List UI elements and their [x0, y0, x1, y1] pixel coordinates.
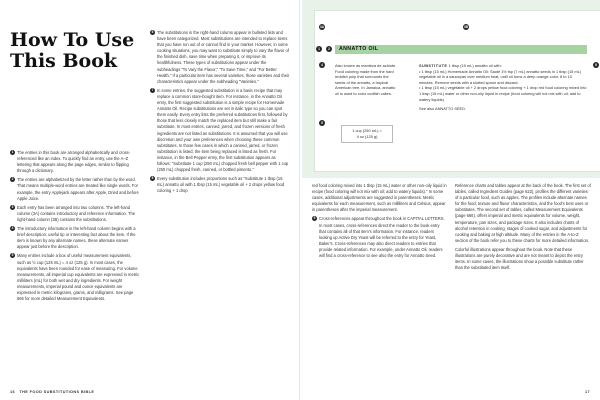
callout-4: 4 — [319, 62, 325, 68]
callout-3a: 3A — [319, 25, 325, 29]
step-number: 9 — [313, 216, 316, 221]
substitution-item: • 1 tbsp (15 mL) vegetable oil + 2 drops yellow food coloring + 1 drop red food coloring mixed into 1 tbsp (15 mL) water or other non-oily liquid in recipe (food coloring will not mix with oil; add to watery liquids) — [419, 85, 587, 102]
list-item: 3 Each entry has been arranged into two columns. The left-hand column (3A) contains introductory and reference information. The right-hand column (3B) contains the substitutions. — [11, 204, 136, 222]
left-column-1 — [10, 150, 140, 305]
sample-entry-card — [314, 10, 600, 172]
sample-entry-panel — [302, 0, 600, 178]
step-number: 4 — [11, 226, 14, 231]
substitutions: SUBSTITUTE 1 tbsp (15 mL) annatto oil with: • 1 tbsp (15 mL) Homemade Annatto Oil: Sauté 1½ tsp (7 mL) annatto seeds in 1 tbsp (15 mL) vegetable oil in a saucepan over medium heat, until oil turns a deep orange color, 8 to 10 minutes. Remove seeds with a slotted spoon and discard. • 1 tbsp (15 mL) vegetable oil + 2 drops yellow food coloring + 1 drop red food coloring mixed into 1 tbsp (15 mL) water or other non-oily liquid in recipe (food coloring will not mix with oil; add to watery liquids) See also ANNATTO SEED. — [419, 63, 587, 112]
callout-1: 1 — [316, 46, 322, 52]
step-number: 6 — [151, 30, 154, 34]
list-item: 7 In some entries, the suggested substitution is a basic recipe that may replace a common store-bought item. For instance, in the Annatto Oil entry, the first suggested substitution is a simple recipe for Homemade Annatto Oil. Recipe substitutions are set in italic type so you can spot them easily. Every entry lists the preferred substitutions first, followed by those that less closely match the replaced item but still make a fair substitute. In most entries, canned, jarred, and frozen versions of fresh ingredients are not listed as substitutions. It is assumed that you will use discretion and your own preferences when choosing these common substitutes. In those few cases in which a canned, jarred, or frozen substitution is listed, the item being replaced is listed as fresh. For instance, in the Bell Pepper entry, the first substitution appears as follows: "Substitute 1 cup (250 mL) chopped fresh bell pepper with 1 cup (250 mL) chopped fresh, canned, or bottled pimento." — [151, 87, 289, 173]
callout-6: 6 — [593, 62, 599, 68]
list-item: 1 The entries in this book are arranged alphabetically and cross-referenced like an index. To quickly find an entry, use the A–Z lettering that appears along the page edges, similar to flipping through a dictionary. — [11, 150, 131, 174]
left-column-2 — [150, 30, 290, 197]
substitute-heading: SUBSTITUTE — [419, 63, 448, 68]
list-item: 9 Cross-references appear throughout the book in CAPITAL LETTERS. In most cases, cross-references direct the reader to the book entry that contains all of that item's information. For instance, readers looking up Active Dry Yeast will be referred to the entry for Yeast, Baker's. Cross-references may also direct readers to entries that provide related information. For example, under Annatto Oil, readers will find a cross-reference to see also the entry for Annatto Seed. — [313, 216, 445, 259]
callout-5: 5 — [319, 120, 325, 126]
list-item: 4 The introductory information in the left-hand column begins with a brief description: useful tip or interesting fact about the item. If the item is known by any alternate names, these alternate names appear just before the description. — [11, 226, 136, 250]
right-column-2: Reference charts and tables appear at the back of the book. The first set of tables, called Ingredient Guides (page 622), profiles the different varieties of a particular food, such as apples. The profiles include alternate names for the food, texture and flavor characteristics, and the food's best uses or substitutes. The second set of tables, called Measurement Equivalents (page 666), offers imperial and metric equivalents for volume, weight, temperature, pan sizes, and package sizes. It also includes charts of alcohol retention in cooking, stages of cooked sugar, and adjustments for cooking and baking at high altitude. Many of the entries in the A-to-Z section of the book refer you to these charts for more detailed information. Colorful illustrations appear throughout the book. Note that these illustrations are purely decorative and are not meant to depict the entry items. In some cases, the illustrations show a possible substitute rather than the substituted item itself. — [455, 183, 591, 271]
step-number: 2 — [11, 177, 14, 182]
entry-heading-bar — [335, 45, 587, 54]
substitution-item: • 1 tbsp (15 mL) Homemade Annatto Oil: Sauté 1½ tsp (7 mL) annatto seeds in 1 tbsp (15 mL) vegetable oil in a saucepan over medium heat, until oil turns a deep orange color, 8 to 10 minutes. Remove seeds with a slotted spoon and discard. — [419, 68, 582, 85]
page-number-right: 17 — [584, 390, 590, 394]
page-footer — [10, 390, 94, 394]
measurement-box: 1 cup (250 mL) = 4 oz (125 g) — [341, 125, 393, 143]
step-number: 5 — [11, 253, 14, 258]
callout-3b: 3B — [463, 25, 469, 29]
running-title: THE FOOD SUBSTITUTIONS BIBLE — [19, 390, 95, 394]
list-item: 6 The substitutions in the right-hand column appear in bulleted lists and have been categorized. Most substitutions are intended to replace items that you have run out of or cannot find in your market. However, in some cooking situations, you may want to substitute simply to vary the flavor of the finished dish, save time when preparing it, or improve its healthfulness. These types of substitutions appear under the subheadings "To Vary the Flavor," "To Save Time," and "For Better Health." If a particular item has several varieties, those varieties and their characteristics appear under the subheading "Varieties." — [151, 30, 290, 84]
step-number: 3 — [11, 204, 14, 209]
callout-2: 2 — [326, 46, 332, 52]
entry-name: ANNATTO OIL — [339, 46, 379, 52]
right-column-1: red food coloring mixed into 1 tbsp (15 mL) water or other non-oily liquid in recipe (food coloring will not mix with oil; add to watery liquids)." In some cases, additional adjustments are suggested in parentheses. Metric equivalents for each measurement, such as milliliters and Celsius, appear in parentheses after the imperial measurement. 9 Cross-references appear throughout the book in CAPITAL LETTERS. In most cases, cross-references direct the reader to the book entry that contains all of that item's information. For instance, readers looking up Active Dry Yeast will be referred to the entry for Yeast, Baker's. Cross-references may also direct readers to entries that provide related information. For example, under Annatto Oil, readers will find a cross-reference to see also the entry for Annatto Seed. — [312, 183, 447, 259]
list-item: 5 Many entries include a box of useful measurement equivalents, such as ½ cup (125 mL) = 4 oz (125 g). In most cases, the equivalents have been rounded for ease of measuring. For volume measurements, all imperial cup equivalents are expressed in metric milliliters (mL) for both wet and dry ingredients. For weight measurements, imperial pound and ounce equivalents are expressed in metric kilograms, grams, and milligrams. See page 666 for more detailed Measurement Equivalents. — [11, 253, 140, 302]
list-item: 8 Every substitution includes proportions such as "Substitute 1 tbsp (15 mL) annatto oil with 1 tbsp (15 mL) vegetable oil + 2 drops yellow food coloring + 1 drop — [151, 176, 285, 194]
entry-description: Also known as manteca de achiote. Food coloring made from the hard reddish pulp that surrounds the seeds of the annatto, a tropical American tree. In Jamaica, annatto oil is used to color codfish cakes. — [335, 63, 397, 96]
step-number: 7 — [151, 87, 154, 92]
page-title: How To Use This Book — [10, 29, 135, 72]
list-item: 2 The entries are alphabetized by the letter rather than by the word. That means multiple-word entries are treated like single words. For example, the entry Applejack appears after Apple, Dried and before Apple Juice. — [11, 177, 139, 201]
page-number: 16 — [10, 390, 16, 394]
step-number: 1 — [11, 150, 14, 154]
step-number: 8 — [151, 176, 154, 181]
see-also: See also ANNATTO SEED. — [419, 106, 466, 112]
